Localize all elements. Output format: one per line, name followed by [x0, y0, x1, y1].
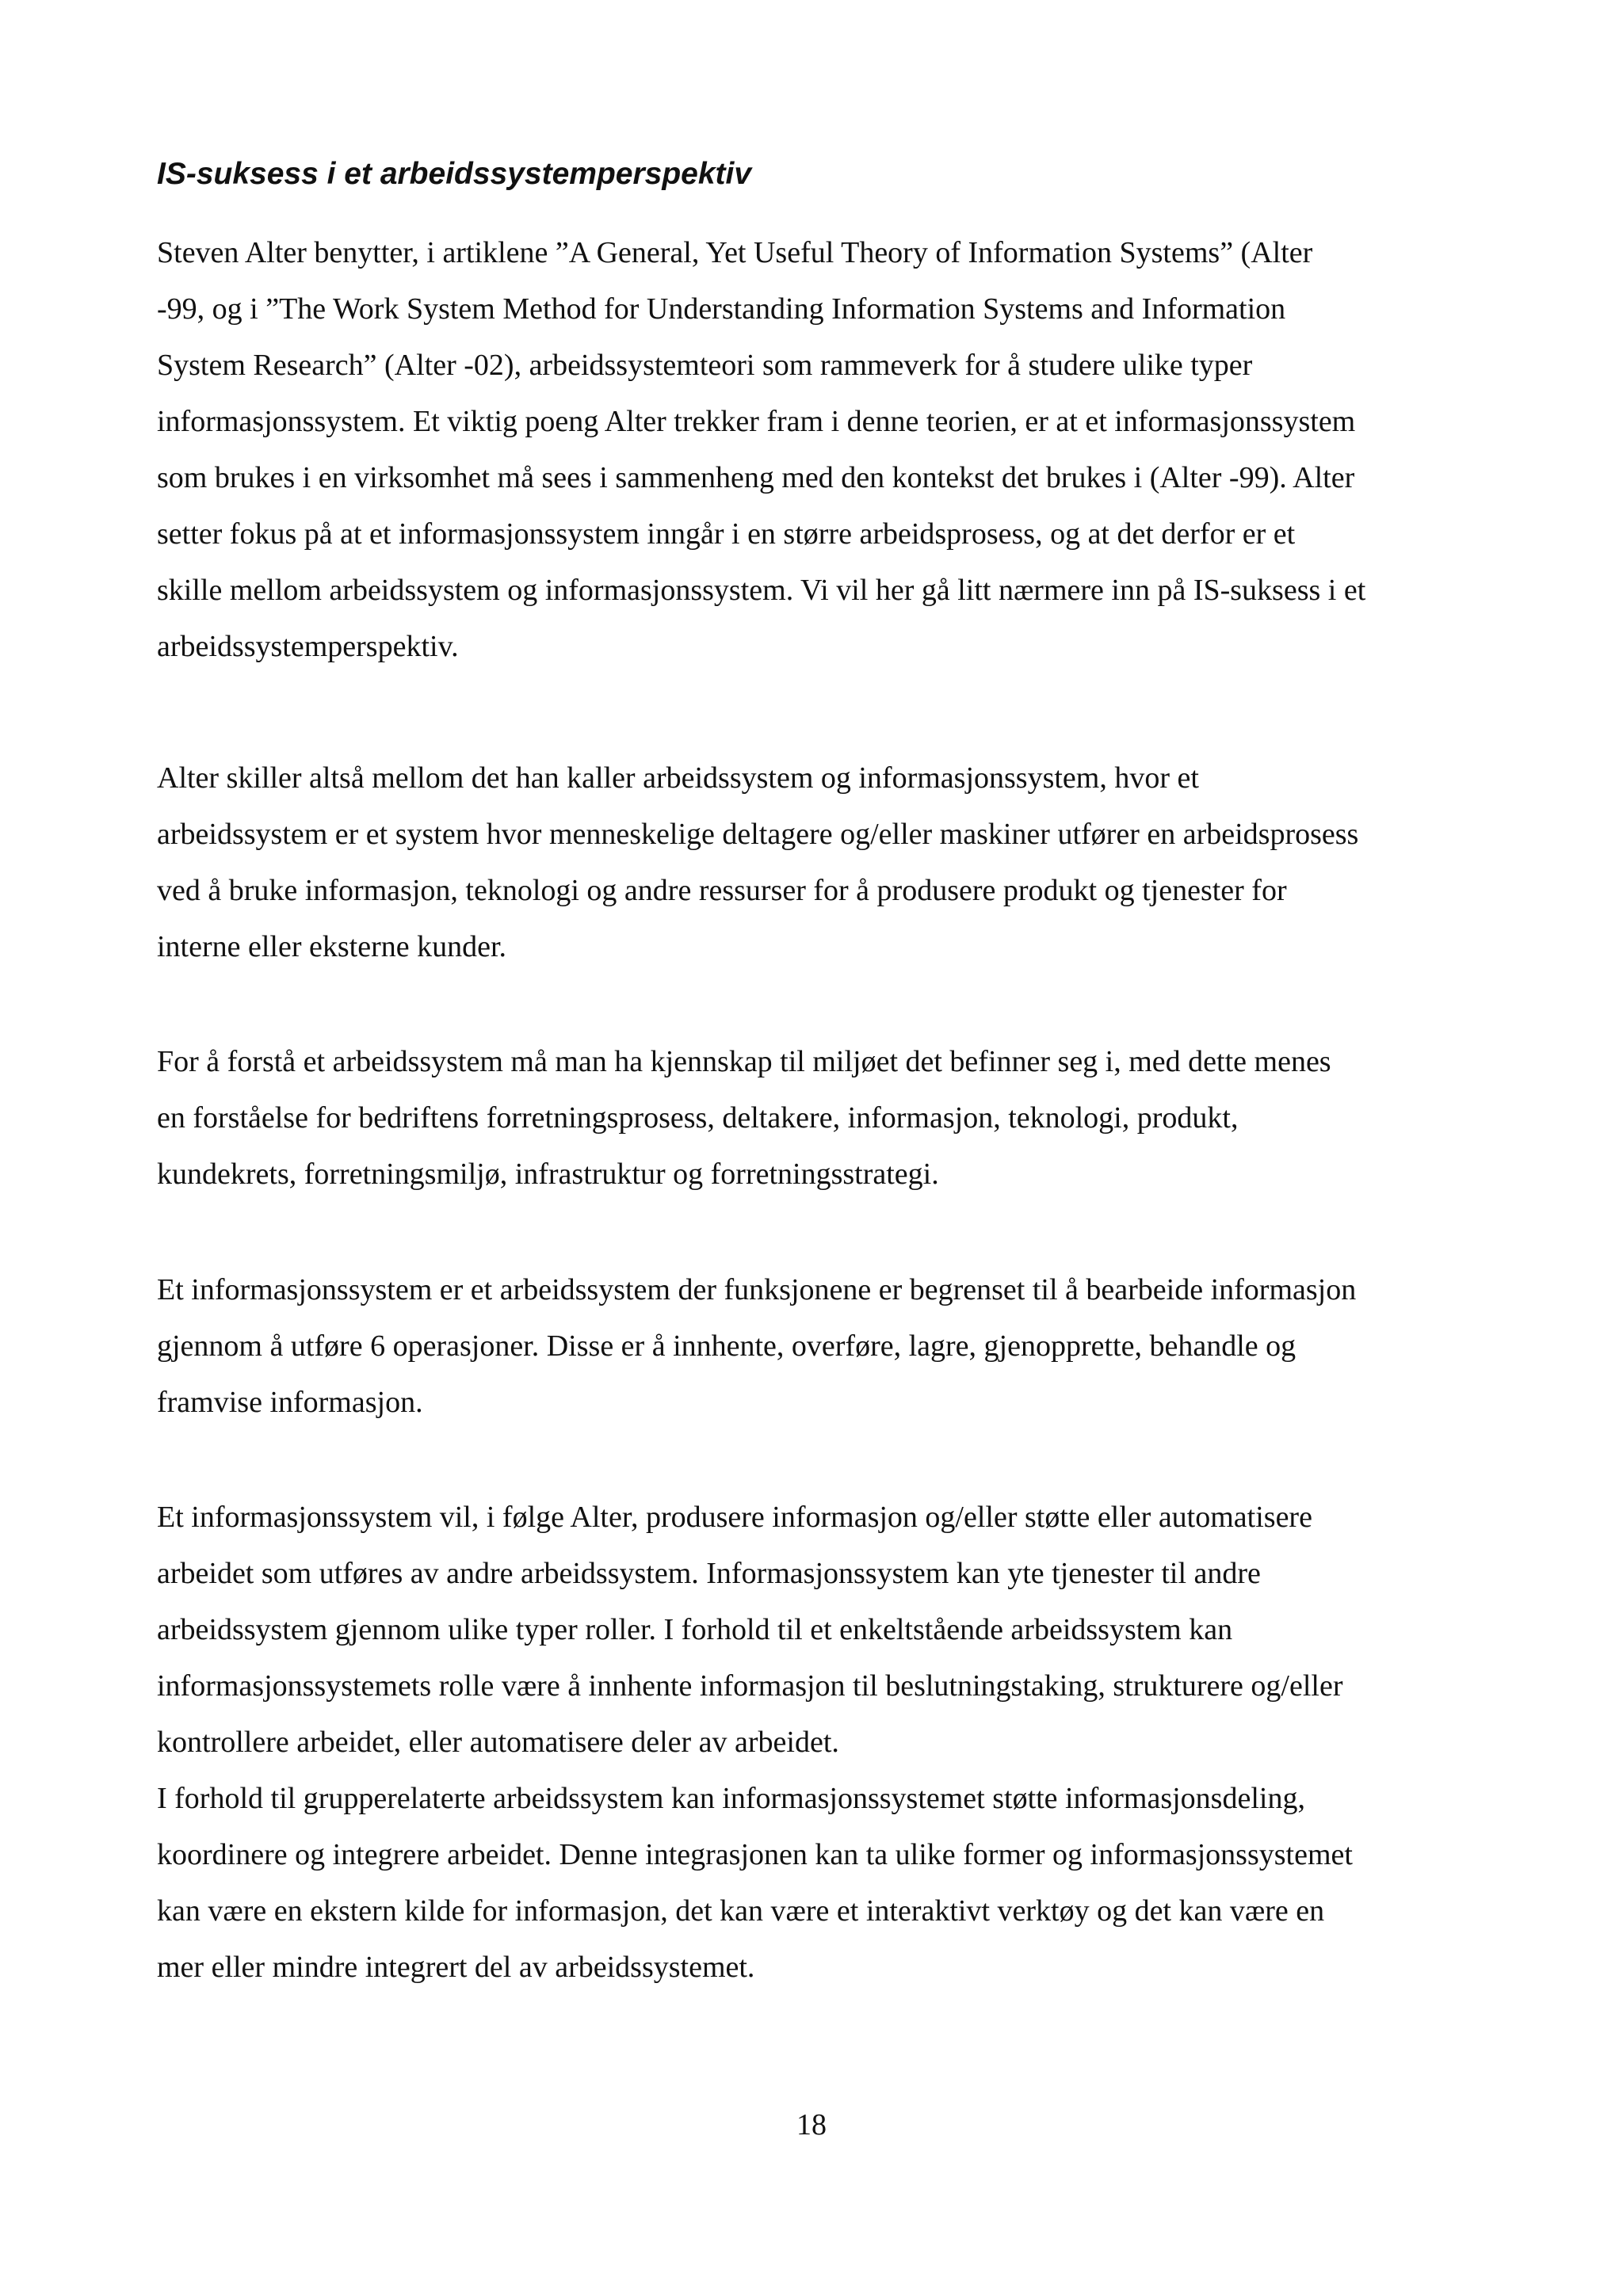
paragraph-line: -99, og i ”The Work System Method for Understanding Information Systems and Information: [157, 292, 1286, 326]
paragraph-line: arbeidssystemperspektiv.: [157, 630, 459, 663]
paragraph-line: informasjonssystem. Et viktig poeng Alter trekker fram i denne teorien, er at et informasjonssystem: [157, 405, 1356, 438]
paragraph-line: I forhold til grupperelaterte arbeidssystem kan informasjonssystemet støtte informasjonsdeling,: [157, 1782, 1305, 1815]
paragraph-line: skille mellom arbeidssystem og informasjonssystem. Vi vil her gå litt nærmere inn på IS-suksess i et: [157, 574, 1366, 607]
paragraph-line: Alter skiller altså mellom det han kaller arbeidssystem og informasjonssystem, hvor et: [157, 761, 1199, 795]
paragraph-line: arbeidssystem gjennom ulike typer roller. I forhold til et enkeltstående arbeidssystem kan: [157, 1613, 1233, 1646]
paragraph-line: ved å bruke informasjon, teknologi og andre ressurser for å produsere produkt og tjenester for: [157, 874, 1287, 907]
paragraph-line: interne eller eksterne kunder.: [157, 930, 507, 963]
paragraph-work-system-definition: [157, 750, 1488, 975]
paragraph-line: kontrollere arbeidet, eller automatisere deler av arbeidet.: [157, 1726, 839, 1759]
paragraph-line: kundekrets, forretningsmiljø, infrastruktur og forretningsstrategi.: [157, 1158, 939, 1191]
paragraph-information-system-roles: [157, 1489, 1488, 1996]
paragraph-environment: [157, 1034, 1488, 1203]
paragraph-line: setter fokus på at et informasjonssystem inngår i en større arbeidsprosess, og at det derfor er et: [157, 517, 1296, 551]
paragraph-line: arbeidet som utføres av andre arbeidssystem. Informasjonssystem kan yte tjenester til andre: [157, 1557, 1261, 1590]
paragraph-line: gjennom å utføre 6 operasjoner. Disse er å innhente, overføre, lagre, gjenopprette, behandle og: [157, 1329, 1296, 1363]
paragraph-line: informasjonssystemets rolle være å innhente informasjon til beslutningstaking, strukturere og/eller: [157, 1669, 1343, 1703]
paragraph-line: Steven Alter benytter, i artiklene ”A General, Yet Useful Theory of Information Systems” (Alter: [157, 236, 1313, 269]
paragraph-line: framvise informasjon.: [157, 1386, 423, 1419]
paragraph-line: en forståelse for bedriftens forretningsprosess, deltakere, informasjon, teknologi, produkt,: [157, 1101, 1239, 1135]
section-heading: IS-suksess i et arbeidssystemperspektiv: [157, 157, 752, 191]
paragraph-line: kan være en ekstern kilde for informasjon, det kan være et interaktivt verktøy og det kan være en: [157, 1894, 1325, 1928]
paragraph-line: Et informasjonssystem er et arbeidssystem der funksjonene er begrenset til å bearbeide informasjon: [157, 1273, 1357, 1306]
paragraph-line: koordinere og integrere arbeidet. Denne integrasjonen kan ta ulike former og informasjonssystemet: [157, 1838, 1353, 1871]
paragraph-line: For å forstå et arbeidssystem må man ha kjennskap til miljøet det befinner seg i, med dette menes: [157, 1045, 1331, 1078]
paragraph-line: Et informasjonssystem vil, i følge Alter, produsere informasjon og/eller støtte eller automatisere: [157, 1501, 1312, 1534]
paragraph-line: mer eller mindre integrert del av arbeidssystemet.: [157, 1951, 755, 1984]
paragraph-line: System Research” (Alter -02), arbeidssystemteori som rammeverk for å studere ulike typer: [157, 349, 1253, 382]
paragraph-line: som brukes i en virksomhet må sees i sammenheng med den kontekst det brukes i (Alter -99). Alter: [157, 461, 1355, 494]
page-number: 18: [796, 2108, 827, 2142]
paragraph-alter-intro: [157, 225, 1488, 675]
paragraph-information-system-definition: [157, 1262, 1488, 1431]
paragraph-line: arbeidssystem er et system hvor menneskelige deltagere og/eller maskiner utfører en arbeidsprosess: [157, 818, 1359, 851]
